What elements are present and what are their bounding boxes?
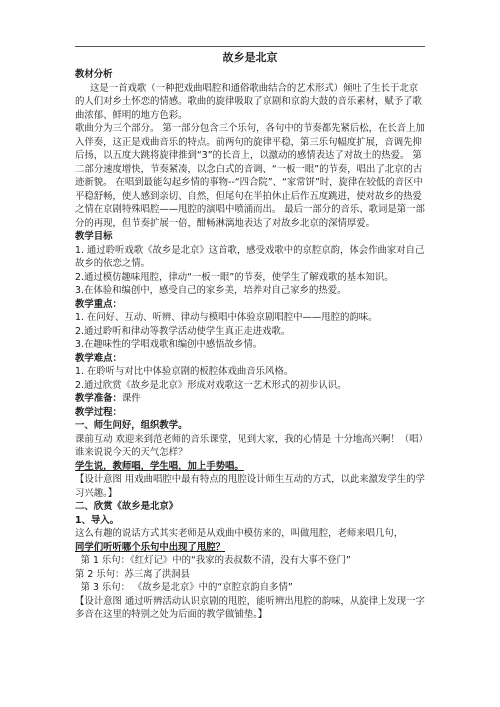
objective-item: 3.在体验和编创中，感受自己的家乡美，培养对自己家乡的热爱。 (75, 285, 347, 296)
process-step-2-heading: 二、欣赏《故乡是北京》 (75, 501, 179, 512)
process-step-2-design-note: 【设计意图 通过听辨活动认识京剧的甩腔，能听辨出甩腔的韵味，从旋律上发现一字多音在这里的特别之处为后面的教学做铺垫。】 (75, 595, 425, 620)
key-point-item: 2.通过聆听和律动等教学活动使学生真正走进戏歌。 (75, 325, 291, 337)
analysis-paragraph-1: 这是一首戏歌（一种把戏曲唱腔和通俗歌曲结合的艺术形式）倾吐了生长于北京的人们对乡土怀恋的情感。歌曲的旋律吸取了京剧和京韵大鼓的音乐素材，赋予了歌曲浓郁、鲜明的地方色彩。 (75, 82, 422, 121)
process-step-1-heading: 一、师生问好，组织教学。 (75, 420, 188, 431)
objective-item: 1. 通过聆听戏歌《故乡是北京》这首歌，感受戏歌中的京腔京韵，体会作曲家对自己故乡的依恋之情。 (75, 244, 425, 269)
preparation-line (75, 392, 427, 406)
document-body (75, 68, 427, 622)
preparation-label: 教学准备： (75, 393, 122, 404)
process-step-2-text: 这么有趣的说话方式其实老师是从戏曲中模仿来的，叫做甩腔，老师来唱几句， (75, 528, 404, 539)
process-step-1-text: 课前互动 欢迎来到范老师的音乐课堂，见到大家，我的心情是 十分地高兴啊！（唱） (75, 433, 428, 445)
section-heading-difficulties: 教学难点： (75, 352, 122, 364)
section-heading-process: 教学过程： (75, 406, 122, 418)
preparation-value: 课件 (121, 393, 141, 404)
process-step-1-question: 谁来说说今天的天气怎样？ (75, 447, 188, 458)
process-step-2-question: 同学们听听哪个乐句中出现了甩腔？ (75, 541, 226, 553)
process-step-1-activity: 学生说，教师唱，学生唱，加上手势唱。 (75, 460, 244, 472)
document-title: 故乡是北京 (222, 51, 278, 64)
process-step-1-design-note: 【设计意图 用戏曲唱腔中最有特点的甩腔设计师生互动的方式，以此来激发学生的学习兴趣。】 (75, 474, 425, 499)
section-heading-analysis: 教材分析 (75, 69, 113, 80)
phrase-item: 第 3 乐句： 《故乡是北京》中的“京腔京韵自多情” (80, 582, 293, 593)
key-point-item: 3.在趣味性的学唱戏歌和编创中感悟故乡情。 (75, 339, 263, 350)
header-rule (75, 46, 425, 47)
phrase-item: 第 2 乐句：苏三离了洪洞县 (75, 568, 191, 580)
phrase-item: 第 1 乐句：《红灯记》中的“我家的表叔数不清，没有大事不登门” (80, 555, 351, 566)
section-heading-key-points: 教学重点： (75, 298, 122, 310)
difficulty-item: 2.通过欣赏《故乡是北京》形成对戏歌这一艺术形式的初步认识。 (75, 379, 347, 391)
difficulty-item: 1. 在聆听与对比中体验京剧的板腔体戏曲音乐风格。 (75, 366, 294, 377)
analysis-paragraph-2: 歌曲分为三个部分。 第一部分包含三个乐句，各句中的节奏都先紧后松，在长音上加入伴奏，这正是戏曲音乐的特点。前两句的旋律平稳，第三乐句幅度扩展，音调先抑后扬，以五度大跳将旋律推到“3”的长音上，以激动的感情表达了对故土的热爱。 第二部分速度增快，节奏紧凑，以念白式的音调、“一板一眼”的节奏，唱出了北京的古迹新貌。 在唱到最能勾起乡情的事物--“四合院”、“家常饼”时，旋律在较低的音区中平稳舒畅，使人感到亲切、自然，但尾句在半拍休止后作五度跳进，使对故乡的热爱之情在京剧特殊唱腔——甩腔的演唱中喷涌而出。 最后一部分的音乐、歌词是第一部分的再现，但节奏扩展一倍，酣畅淋漓地表达了对故乡北京的深情厚爱。 (75, 123, 425, 229)
key-point-item: 1. 在问好、互动、听辨、律动与模唱中体验京剧唱腔中——甩腔的韵味。 (75, 312, 378, 323)
process-step-2-subheading: 1、导入。 (75, 514, 120, 526)
section-heading-objectives: 教学目标 (75, 231, 113, 242)
objective-item: 2.通过模仿趣味甩腔，律动“一板一眼”的节奏，使学生了解戏歌的基本知识。 (75, 271, 394, 283)
